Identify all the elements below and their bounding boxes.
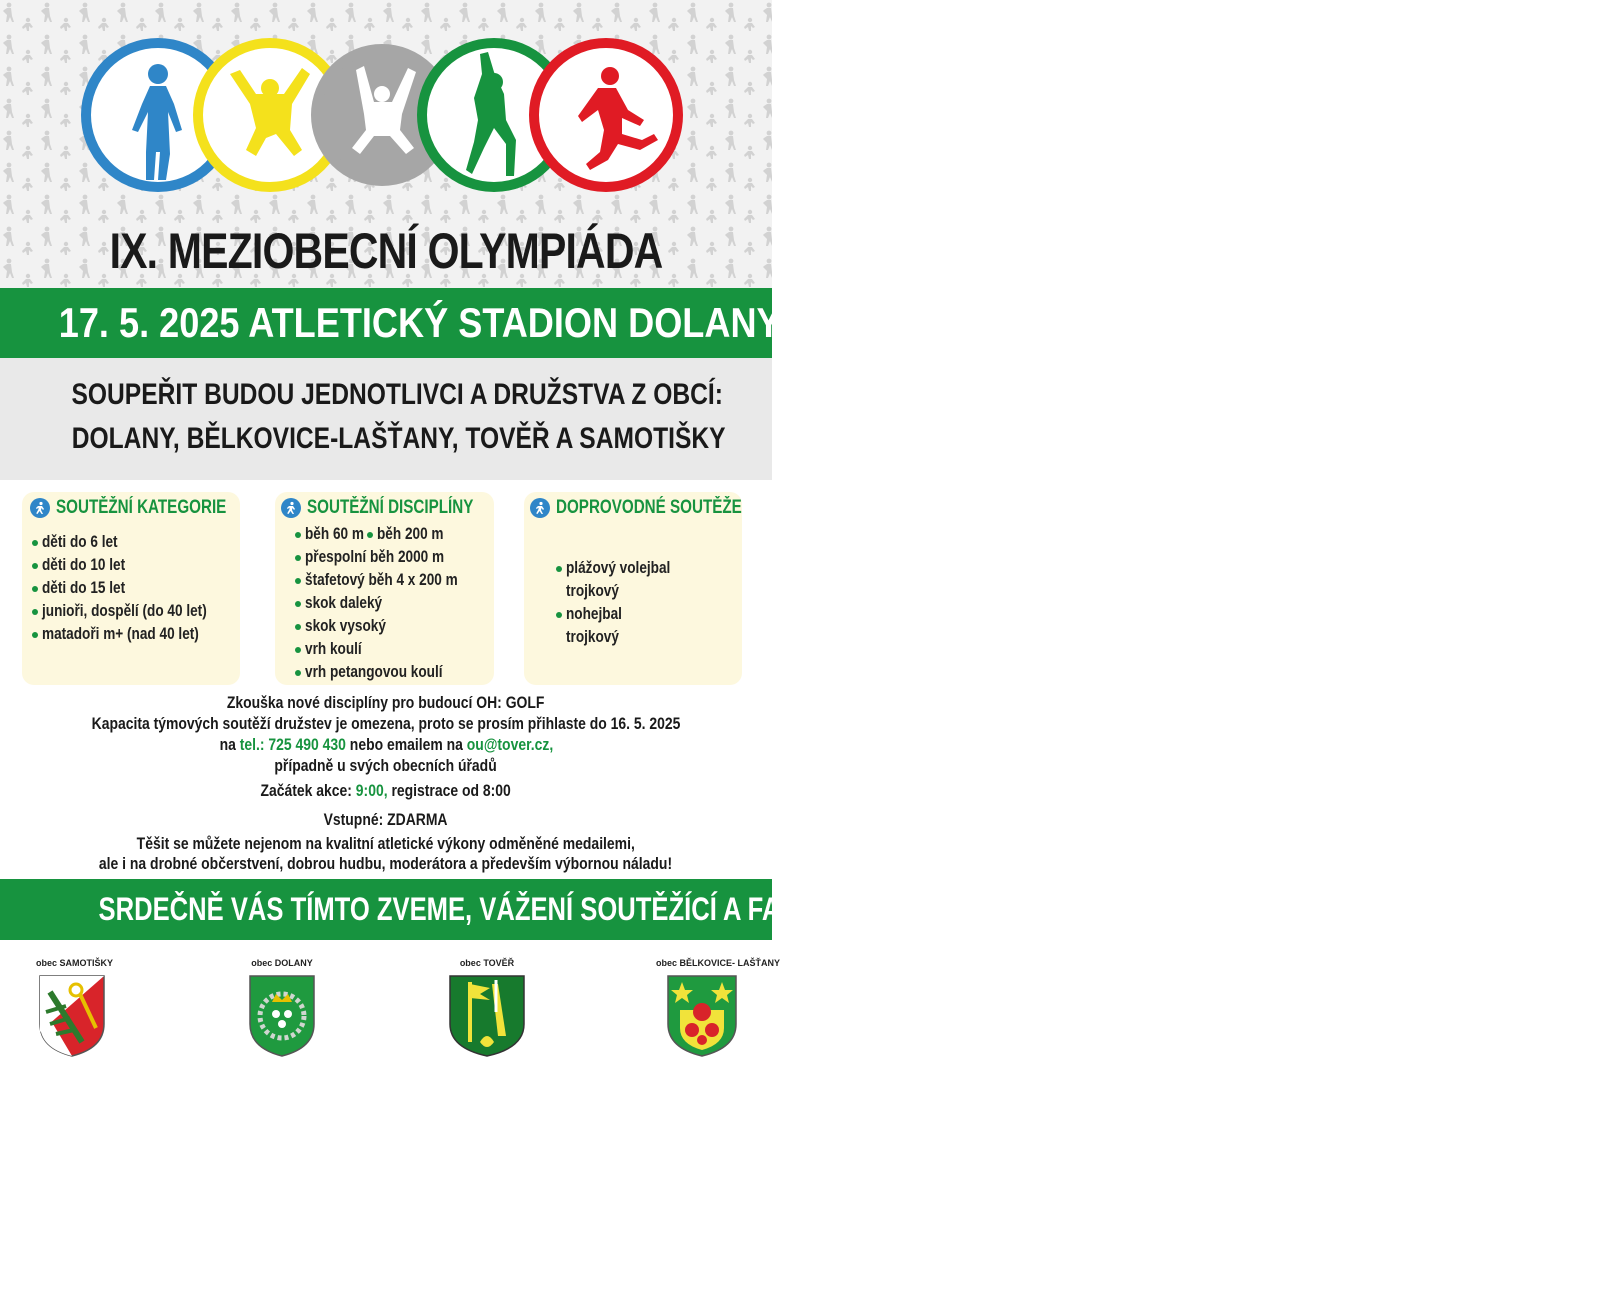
olympic-rings-logo xyxy=(70,30,710,200)
list-item: štafetový běh 4 x 200 m xyxy=(295,568,496,591)
list-item-continuation: trojkový xyxy=(566,581,619,600)
runner-icon xyxy=(530,498,550,518)
participants-line-1: SOUPEŘIT BUDOU JEDNOTLIVCI A DRUŽSTVA Z OBCÍ: xyxy=(71,378,723,411)
list-item: skok vysoký xyxy=(295,614,496,637)
event-poster xyxy=(0,0,888,1070)
list-item-continuation: trojkový xyxy=(566,627,619,646)
samotisky-coat-of-arms-icon xyxy=(36,972,108,1058)
date-venue-banner xyxy=(0,288,781,358)
crest-belkovice-lastany xyxy=(656,958,781,1063)
crest-dolany xyxy=(246,958,318,1063)
list-item: nohejbal xyxy=(556,602,696,625)
crest-tover xyxy=(446,958,528,1063)
list-item: junioři, dospělí (do 40 let) xyxy=(32,599,248,622)
list-item: skok daleký xyxy=(295,591,496,614)
list-item: matadoři m+ (nad 40 let) xyxy=(32,622,248,645)
invitation-banner xyxy=(0,879,888,940)
runner-icon xyxy=(30,498,50,518)
crest-label: obec BĚLKOVICE- LAŠŤANY xyxy=(656,958,781,968)
look-forward-line-2: ale i na drobné občerstvení, dobrou hudbu, moderátora a především výbornou náladu! xyxy=(99,854,673,873)
categories-card xyxy=(22,492,240,685)
entry-fee: Vstupné: ZDARMA xyxy=(324,810,448,829)
list-item: děti do 6 let xyxy=(32,530,248,553)
list-item: děti do 15 let xyxy=(32,576,248,599)
tover-coat-of-arms-icon xyxy=(446,972,528,1058)
side-contests-heading: DOPROVODNÉ SOUTĚŽE xyxy=(530,496,788,520)
participants-line-2: DOLANY, BĚLKOVICE-LAŠŤANY, TOVĚŘ A SAMOTIŠKY xyxy=(71,422,726,455)
categories-heading: SOUTĚŽNÍ KATEGORIE xyxy=(30,496,269,520)
side-contests-card xyxy=(524,492,742,685)
disciplines-card xyxy=(275,492,494,685)
start-time: 9:00, xyxy=(356,781,388,800)
side-contests-list xyxy=(556,556,696,648)
invitation-text: SRDEČNĚ VÁS TÍMTO ZVEME, VÁŽENÍ SOUTĚŽÍCÍ A FANDOVÉ ! xyxy=(98,891,888,927)
start-line: Začátek akce: 9:00, registrace od 8:00 xyxy=(260,781,512,800)
look-forward-line-1: Těšit se můžete nejenom na kvalitní atletické výkony odměněné medailemi, xyxy=(136,834,636,853)
offices-note: případně u svých obecních úřadů xyxy=(274,756,498,775)
contact-line: na tel.: 725 490 430 nebo emailem na ou@tover.cz, xyxy=(219,735,553,754)
date-venue-text: 17. 5. 2025 ATLETICKÝ STADION DOLANY xyxy=(58,299,781,346)
golf-note: Zkouška nové disciplíny pro budoucí OH: GOLF xyxy=(227,693,545,712)
list-item: vrh koulí xyxy=(295,637,496,660)
list-item: přespolní běh 2000 m xyxy=(295,545,496,568)
list-item: běh 60 m běh 200 m xyxy=(295,522,496,545)
phone-number[interactable]: tel.: 725 490 430 xyxy=(239,735,346,754)
email-link[interactable]: ou@tover.cz, xyxy=(466,735,553,754)
belkovice-lastany-coat-of-arms-icon xyxy=(656,972,748,1058)
list-item: plážový volejbal xyxy=(556,556,696,579)
disciplines-list xyxy=(295,522,496,683)
crest-label: obec SAMOTIŠKY xyxy=(36,958,114,968)
disciplines-heading: SOUTĚŽNÍ DISCIPLÍNY xyxy=(281,496,515,520)
capacity-note: Kapacita týmových soutěží družstev je omezena, proto se prosím přihlaste do 16. 5. 2025 xyxy=(91,714,681,733)
crest-samotisky xyxy=(36,958,114,1063)
participants-banner xyxy=(0,358,772,480)
list-item: vrh petangovou koulí xyxy=(295,660,496,683)
poster-header xyxy=(0,0,772,288)
runner-icon xyxy=(281,498,301,518)
crest-label: obec TOVĚŘ xyxy=(459,958,515,968)
dolany-coat-of-arms-icon xyxy=(246,972,318,1058)
event-title: IX. MEZIOBECNÍ OLYMPIÁDA xyxy=(109,223,663,279)
categories-list xyxy=(32,530,248,645)
crest-label: obec DOLANY xyxy=(251,958,313,968)
list-item: děti do 10 let xyxy=(32,553,248,576)
